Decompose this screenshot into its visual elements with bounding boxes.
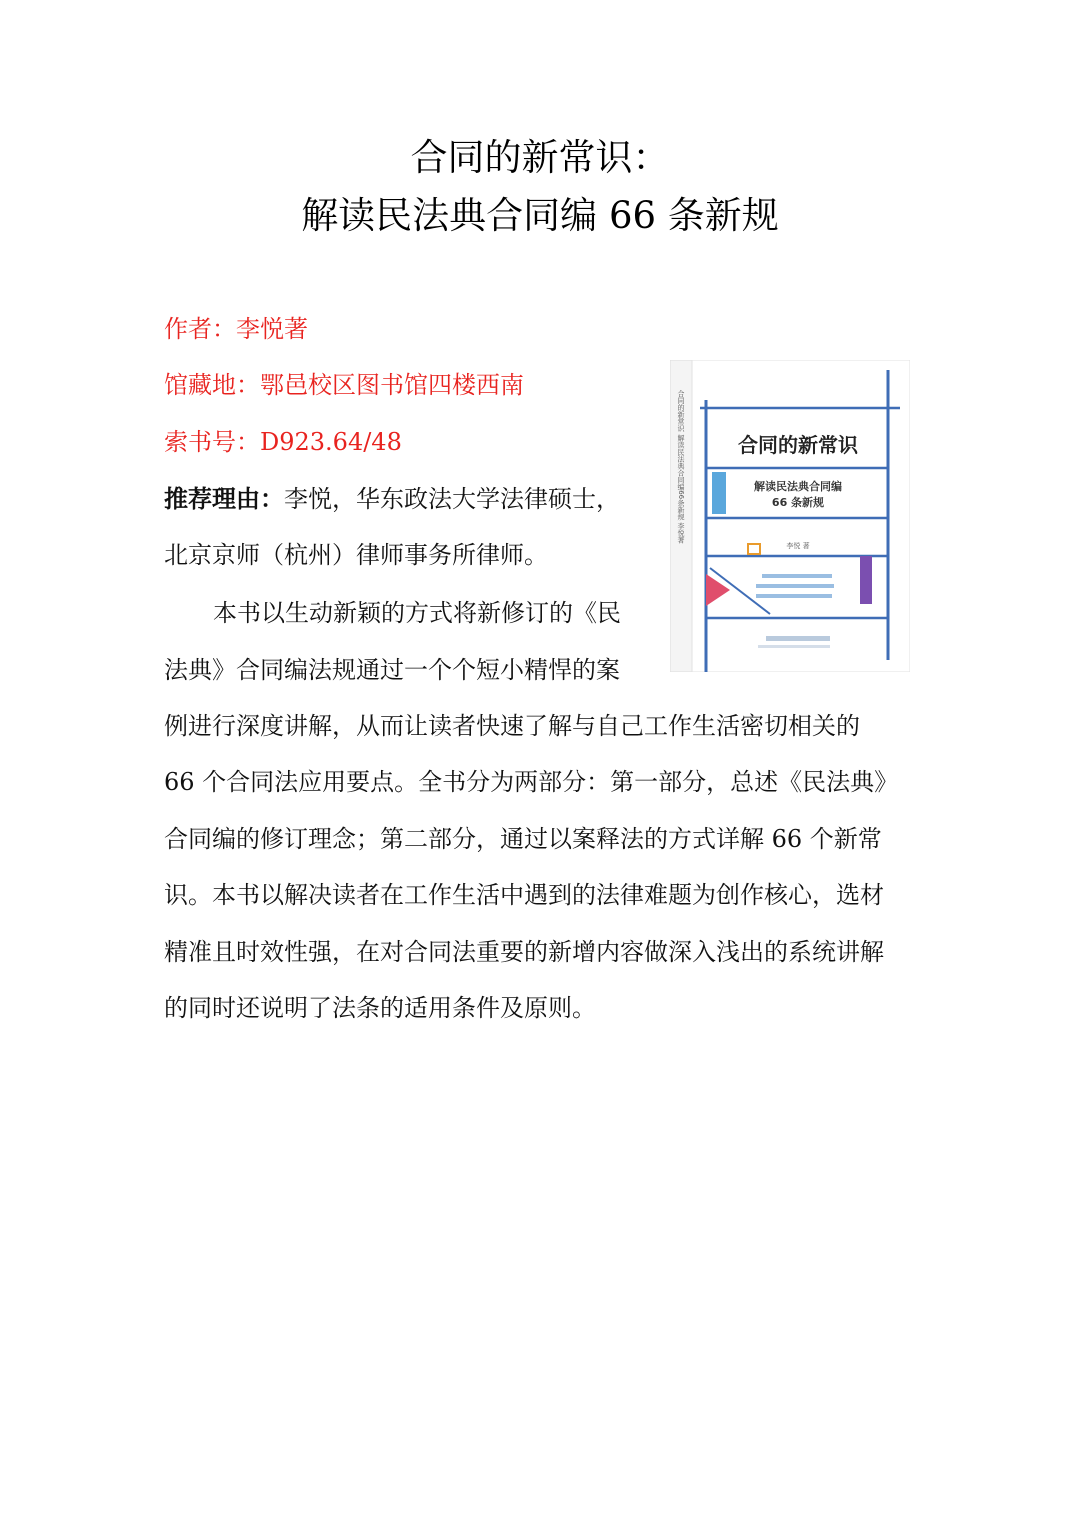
cover-subtitle-2: 66 条新规 [771,496,825,509]
body-line: 本书以生动新颖的方式将新修订的《民 [213,599,621,627]
cover-spine-text: 合同的新常识 解读民法典合同编66条新规 李悦著 [677,390,685,544]
book-cover-image [670,360,910,672]
library-location: 馆藏地：鄂邑校区图书馆四楼西南 [164,371,524,399]
recommend-label: 推荐理由： [164,484,284,513]
cover-author: 李悦 著 [786,542,810,550]
body-line: 精准且时效性强，在对合同法重要的新增内容做深入浅出的系统讲解 [164,938,884,966]
recommend-line-1 [164,484,620,514]
cover-subtitle-1: 解读民法典合同编 [754,480,842,493]
body-line: 识。本书以解决读者在工作生活中遇到的法律难题为创作核心，选材 [164,881,884,909]
page-title-line-1: 合同的新常识： [410,136,670,179]
body-line: 合同编的修订理念；第二部分，通过以案释法的方式详解 66 个新常 [164,825,882,853]
author-info: 作者：李悦著 [164,315,308,343]
cover-title: 合同的新常识 [738,433,858,457]
body-line: 66 个合同法应用要点。全书分为两部分：第一部分，总述《民法典》 [164,768,899,796]
recommend-intro: 李悦，华东政法大学法律硕士， [284,485,620,513]
body-line: 例进行深度讲解，从而让读者快速了解与自己工作生活密切相关的 [164,712,860,740]
body-line: 法典》合同编法规通过一个个短小精悍的案 [164,656,620,684]
recommend-line-2: 北京京师（杭州）律师事务所律师。 [164,541,548,569]
page-title-line-2: 解读民法典合同编 66 条新规 [301,194,779,237]
call-number: 索书号：D923.64/48 [164,428,402,456]
body-line: 的同时还说明了法条的适用条件及原则。 [164,994,596,1022]
